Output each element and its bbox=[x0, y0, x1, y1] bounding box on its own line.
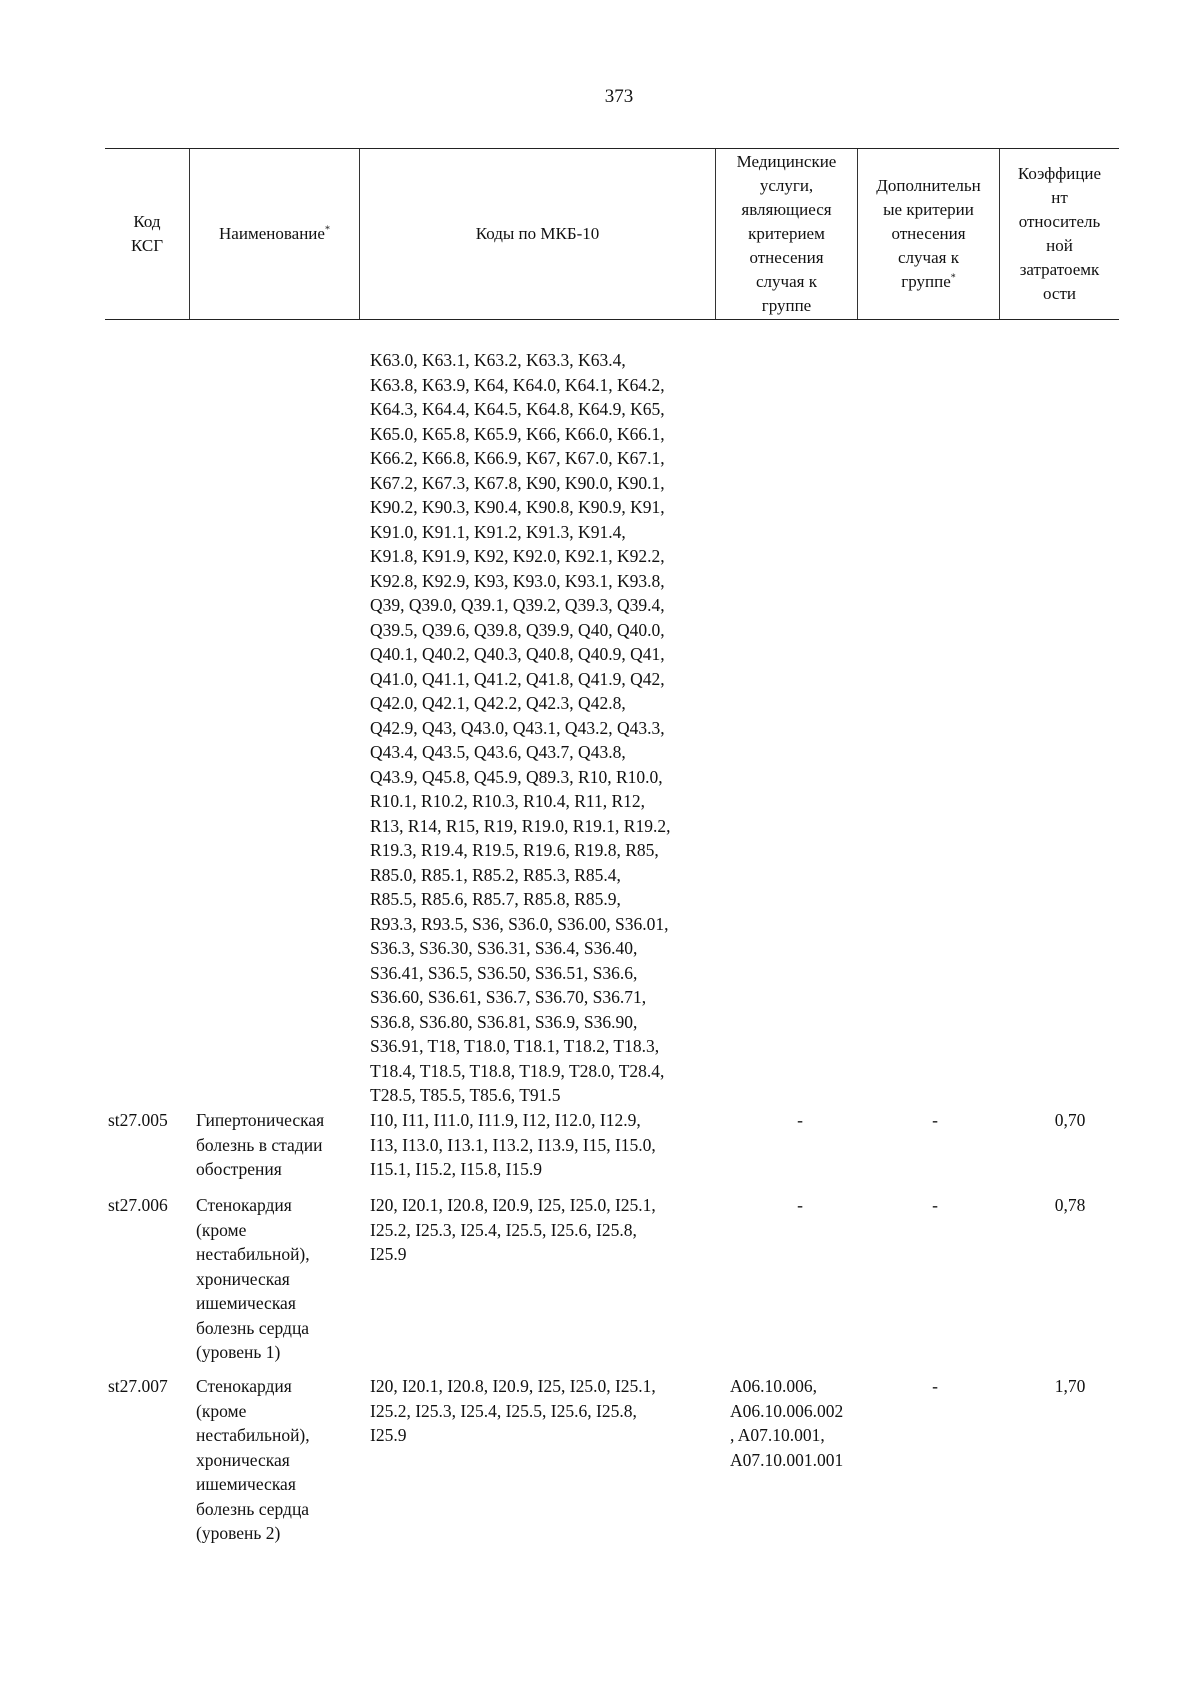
page-number: 373 bbox=[604, 86, 634, 107]
header-coef: Коэффицие нт относитель ной затратоемк ости bbox=[999, 149, 1119, 319]
row-code: st27.005 bbox=[108, 1110, 168, 1130]
row-name: Стенокардия (кроме нестабильной), хроническая ишемическая болезнь сердца (уровень 1) bbox=[196, 1195, 310, 1362]
row-code: st27.007 bbox=[108, 1376, 168, 1396]
row-services: - bbox=[797, 1195, 803, 1215]
row-extra-criteria: - bbox=[932, 1110, 938, 1130]
row-mkb-codes: I20, I20.1, I20.8, I20.9, I25, I25.0, I25.1, I25.2, I25.3, I25.4, I25.5, I25.6, I25.8, I25.9 bbox=[370, 1376, 656, 1445]
header-extra: Дополнительн ые критерии отнесения случая к группе* bbox=[857, 149, 999, 319]
header-name: Наименование* bbox=[189, 149, 359, 319]
row-coefficient: 0,78 bbox=[1054, 1195, 1086, 1215]
header-code: Код КСГ bbox=[130, 212, 164, 255]
continuation-codes: K63.0, K63.1, K63.2, K63.3, K63.4, K63.8, K63.9, K64, K64.0, K64.1, K64.2, K64.3, K64.4, K64.5, K64.8, K64.9, K65, K65.0, K65.8, K65.9, K66, K66.0, K66.1, K66.2, K66.8, K66.9, K67, K67.0, K67.1, K67.2, K67.3, K67.8, K90, K90.0, K90.1, K90.2, K90.3, K90.4, K90.8, K90.9, K91, K91.0, K91.1, K91.2, K91.3, K91.4, K91.8, K91.9, K92, K92.0, K92.1, K92.2, K92.8, K92.9, K93, K93.0, K93.1, K93.8, Q39, Q39.0, Q39.1, Q39.2, Q39.3, Q39.4, Q39.5, Q39.6, Q39.8, Q39.9, Q40, Q40.0, Q40.1, Q40.2, Q40.3, Q40.8, Q40.9, Q41, Q41.0, Q41.1, Q41.2, Q41.8, Q41.9, Q42, Q42.0, Q42.1, Q42.2, Q42.3, Q42.8, Q42.9, Q43, Q43.0, Q43.1, Q43.2, Q43.3, Q43.4, Q43.5, Q43.6, Q43.7, Q43.8, Q43.9, Q45.8, Q45.9, Q89.3, R10, R10.0, R10.1, R10.2, R10.3, R10.4, R11, R12, R13, R14, R15, R19, R19.0, R19.1, R19.2, R19.3, R19.4, R19.5, R19.6, R19.8, R85, R85.0, R85.1, R85.2, R85.3, R85.4, R85.5, R85.6, R85.7, R85.8, R85.9, R93.3, R93.5, S36, S36.0, S36.00, S36.01, S36.3, S36.30, S36.31, S36.4, S36.40, S36.41, S36.5, S36.50, S36.51, S36.6, S36.60, S36.61, S36.7, S36.70, S36.71, S36.8, S36.80, S36.81, S36.9, S36.90, S36.91, T18, T18.0, T18.1, T18.2, T18.3, T18.4, T18.5, T18.8, T18.9, T28.0, T28.4, T28.5, T85.5, T85.6, T91.5 bbox=[370, 350, 671, 1105]
row-coefficient: 0,70 bbox=[1054, 1110, 1086, 1130]
row-mkb-codes: I20, I20.1, I20.8, I20.9, I25, I25.0, I25.1, I25.2, I25.3, I25.4, I25.5, I25.6, I25.8, I25.9 bbox=[370, 1195, 656, 1264]
row-coefficient: 1,70 bbox=[1054, 1376, 1086, 1396]
header-mkb: Коды по МКБ-10 bbox=[359, 149, 715, 319]
table-header bbox=[105, 148, 1119, 320]
row-services: A06.10.006, A06.10.006.002 , A07.10.001, A07.10.001.001 bbox=[730, 1376, 844, 1470]
row-extra-criteria: - bbox=[932, 1195, 938, 1215]
row-mkb-codes: I10, I11, I11.0, I11.9, I12, I12.0, I12.9, I13, I13.0, I13.1, I13.2, I13.9, I15, I15.0, I15.1, I15.2, I15.8, I15.9 bbox=[370, 1110, 656, 1179]
row-code: st27.006 bbox=[108, 1195, 168, 1215]
header-services: Медицинские услуги, являющиеся критерием отнесения случая к группе bbox=[715, 149, 857, 319]
row-name: Гипертоническая болезнь в стадии обострения bbox=[196, 1110, 325, 1179]
row-name: Стенокардия (кроме нестабильной), хроническая ишемическая болезнь сердца (уровень 2) bbox=[196, 1376, 310, 1543]
row-extra-criteria: - bbox=[932, 1376, 938, 1396]
row-services: - bbox=[797, 1110, 803, 1130]
